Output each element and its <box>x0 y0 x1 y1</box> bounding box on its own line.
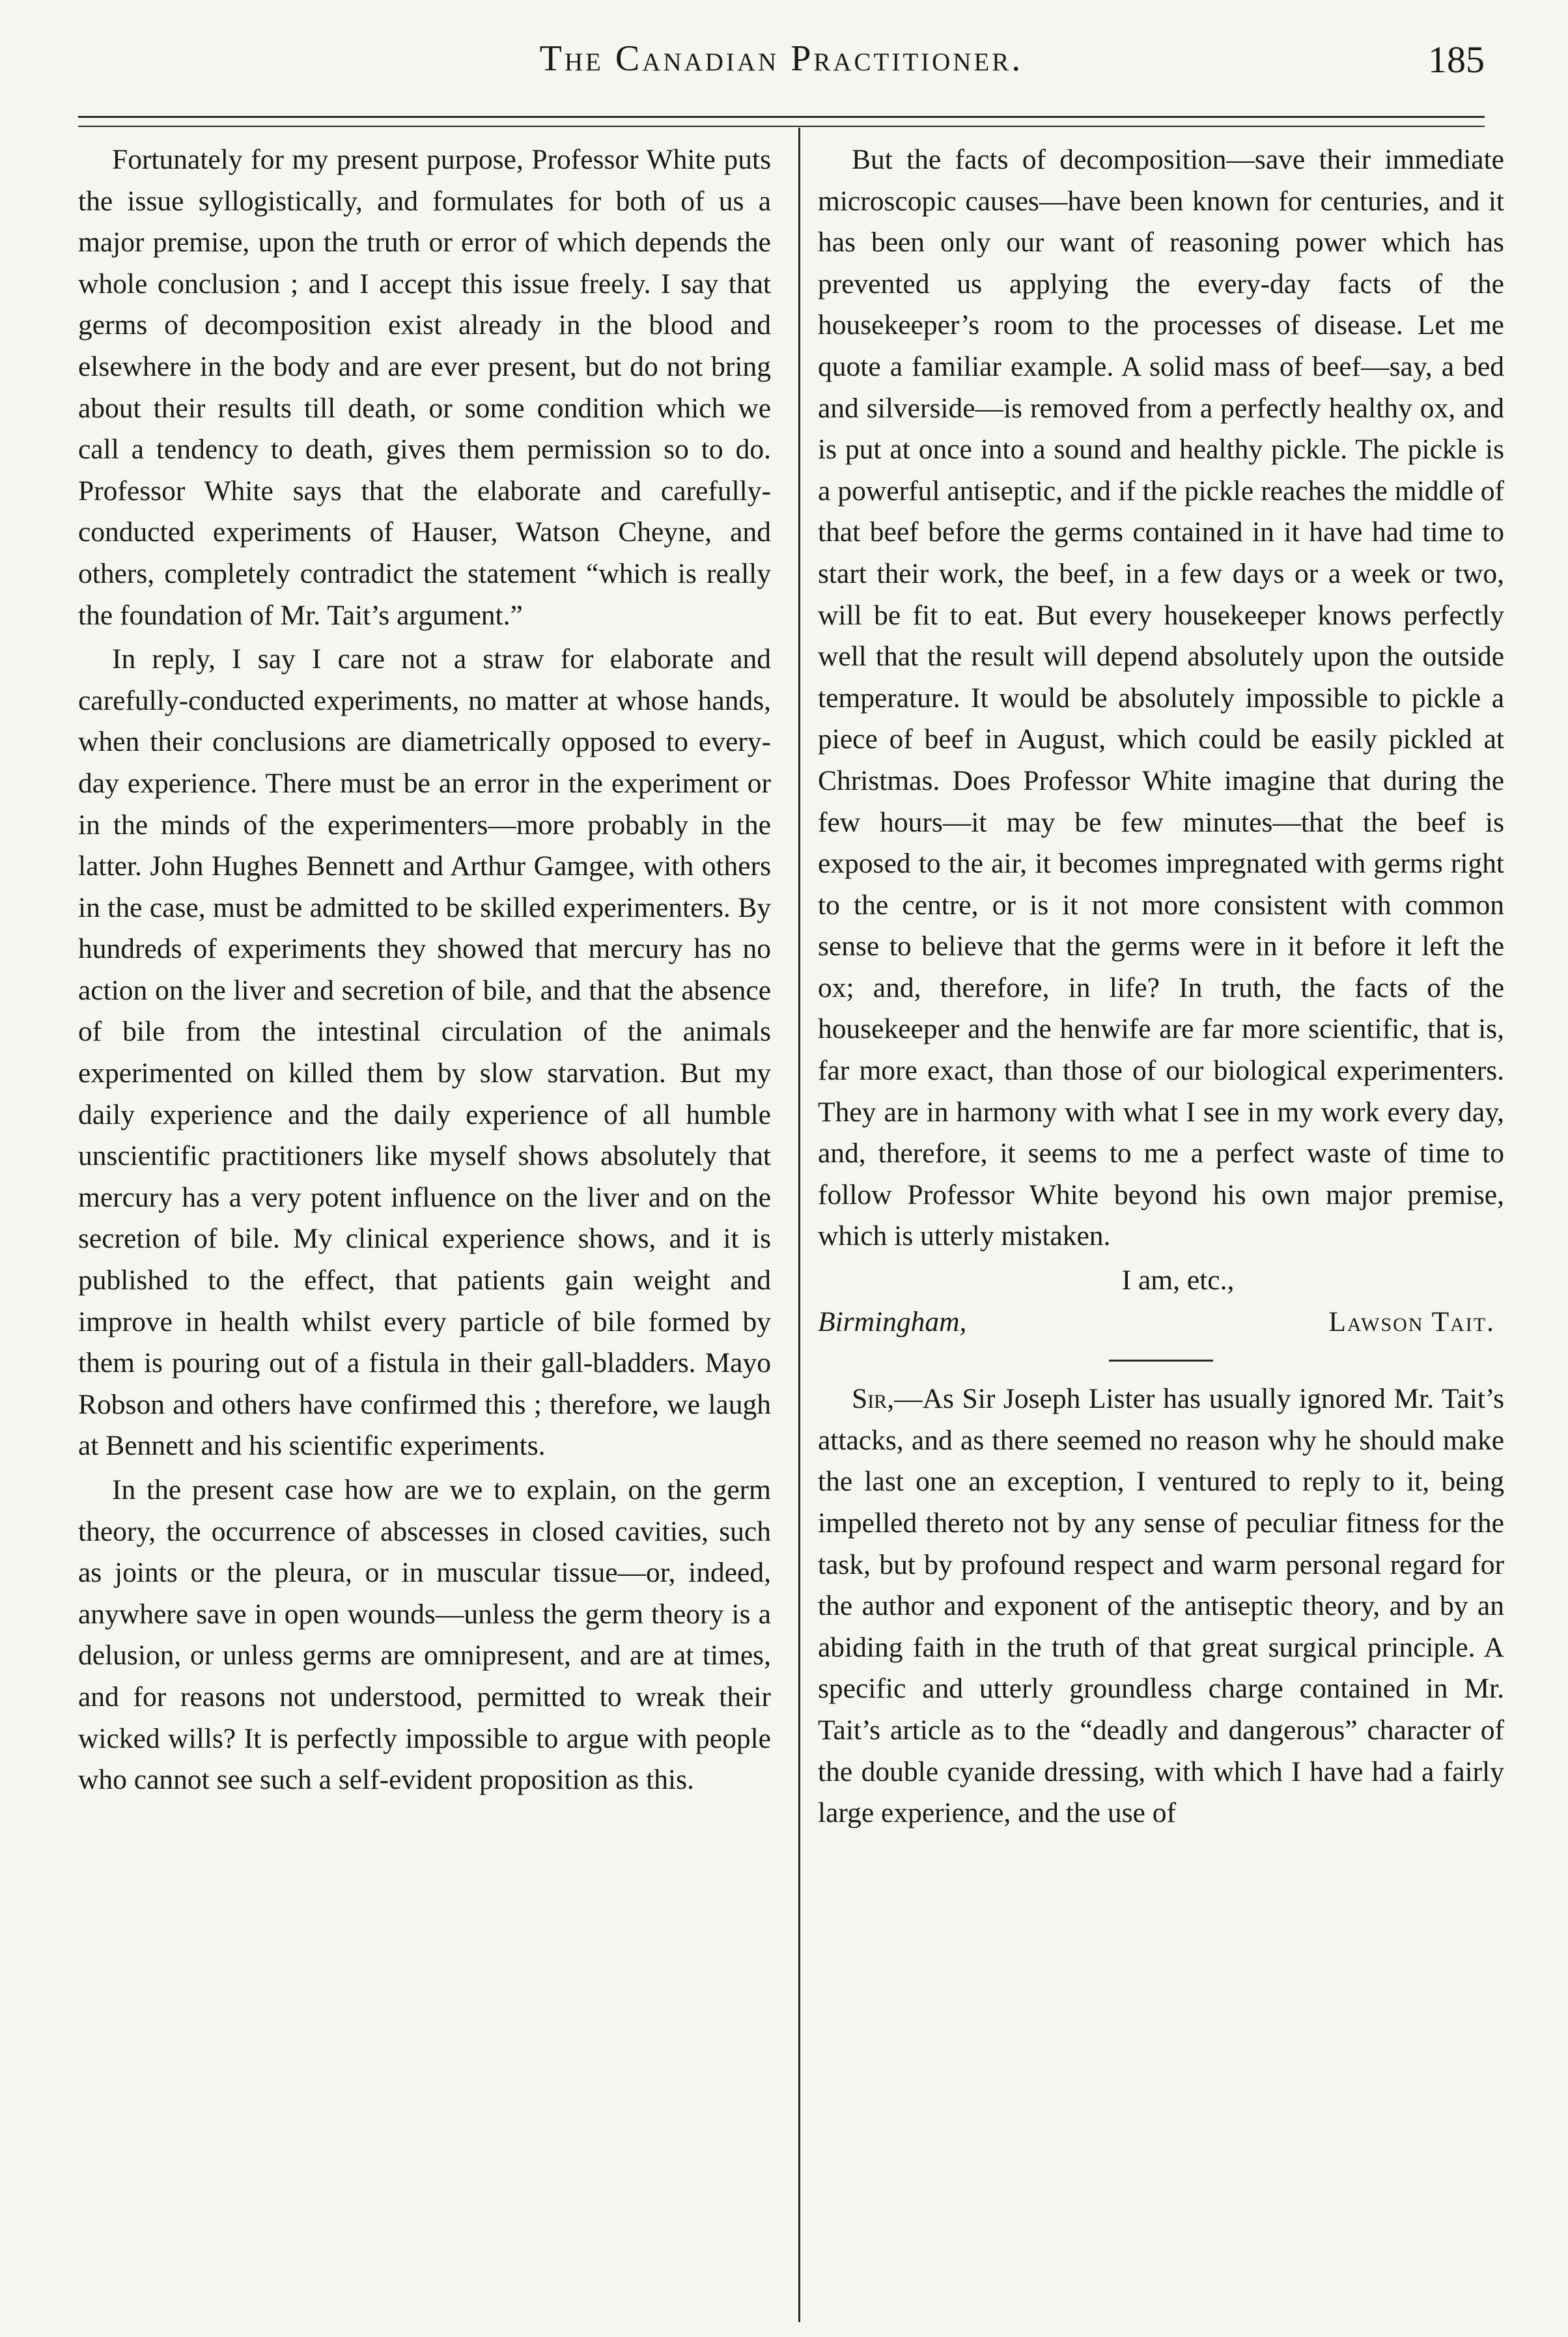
page-number: 185 <box>1428 38 1485 81</box>
letter-paragraph <box>818 1378 1504 1834</box>
letter-body: —As Sir Joseph Lister has usually ignored Mr. Tait’s attacks, and as there seemed no reason why he should make the last one an exception, I ventured to reply to it, being impelled thereto not by any sense of peculiar fitness for the task, but by profound respect and warm personal regard for the author and exponent of the antiseptic theory, and by an abiding faith in the truth of that great surgical principle. A specific and utterly groundless charge contained in Mr. Tait’s article as to the “deadly and dangerous” character of the double cyanide dressing, with which I have had a fairly large experience, and the use of <box>818 1383 1504 1829</box>
signature-place: Birmingham, <box>818 1306 967 1337</box>
paragraph: But the facts of decomposition—save their immediate microscopic causes—have been known for centuries, and it has been only our want of reasoning power which has prevented us applying the every-day facts of the housekeeper’s room to the processes of disease. Let me quote a familiar example. A solid mass of beef—say, a bed and silverside—is removed from a perfectly healthy ox, and is put at once into a sound and healthy pickle. The pickle is a powerful antiseptic, and if the pickle reaches the middle of that beef before the germs contained in it have had time to start their work, the beef, in a few days or a week or two, will be fit to eat. But every housekeeper knows perfectly well that the result will depend absolutely upon the outside temperature. It would be absolutely impossible to pickle a piece of beef in August, which could be easily pickled at Christmas. Does Professor White imagine that during the few hours—it may be few minutes—that the beef is exposed to the air, it becomes impregnated with germs right to the centre, or is it not more consistent with common sense to believe that the germs were in it before it left the ox; and, therefore, in life? In truth, the facts of the housekeeper and the henwife are far more scientific, that is, far more exact, than those of our biological experimenters. They are in harmony with what I see in my work every day, and, therefore, it seems to me a perfect waste of time to follow Professor White beyond his own major premise, which is utterly mistaken. <box>818 144 1504 1252</box>
salutation: Sir, <box>852 1383 895 1415</box>
running-title: The Canadian Practitioner. <box>539 38 1024 79</box>
paragraph: Fortunately for my present purpose, Professor White puts the issue syllogistically, and formulates for both of us a major premise, upon the truth or error of which depends the whole conclusion ; and I accept this issue freely. I say that germs of decomposition exist already in the blood and elsewhere in the body and are ever present, but do not bring about their results till death, or some condition which we call a tendency to death, gives them permission so to do. Professor White says that the elaborate and carefully-conducted experiments of Hauser, Watson Cheyne, and others, completely contradict the statement “which is really the foundation of Mr. Tait’s argument.” <box>78 144 771 631</box>
paragraph: In reply, I say I care not a straw for elaborate and carefully-conducted experiments, no matter at whose hands, when their conclusions are diametrically opposed to every-day experience. There must be an error in the experiment or in the minds of the experimenters—more probably in the latter. John Hughes Bennett and Arthur Gamgee, with others in the case, must be admitted to be skilled experimenters. By hundreds of experiments they showed that mercury has no action on the liver and secretion of bile, and that the absence of bile from the intestinal circulation of the animals experimented on killed them by slow starvation. But my daily experience and the daily experience of all humble unscientific practitioners like myself shows absolutely that mercury has a very potent influence on the liver and on the secretion of bile. My clinical experience shows, and it is published to the effect, that patients gain weight and improve in health whilst every particle of bile formed by them is pouring out of a fistula in their gall-bladders. Mayo Robson and others have confirmed this ; therefore, we laugh at Bennett and his scientific experiments. <box>78 643 771 1462</box>
paragraph: In the present case how are we to explain, on the germ theory, the occurrence of abscesses in closed cavities, such as joints or the pleura, or in muscular tissue—or, indeed, anywhere save in open wounds—unless the germ theory is a delusion, or unless germs are omnipresent, and are at times, and for reasons not understood, permitted to wreak their wicked wills? It is perfectly impossible to argue with people who cannot see such a self-evident proposition as this. <box>78 1474 771 1796</box>
signature-name: Lawson Tait. <box>1328 1306 1495 1337</box>
section-separator <box>1109 1360 1213 1362</box>
right-column <box>818 139 1504 1834</box>
signoff: I am, etc., <box>1121 1265 1235 1296</box>
page-header <box>78 38 1485 116</box>
left-column <box>78 139 771 1801</box>
header-rule <box>78 116 1485 127</box>
signature-line <box>818 1302 1504 1343</box>
column-divider <box>798 128 800 2322</box>
